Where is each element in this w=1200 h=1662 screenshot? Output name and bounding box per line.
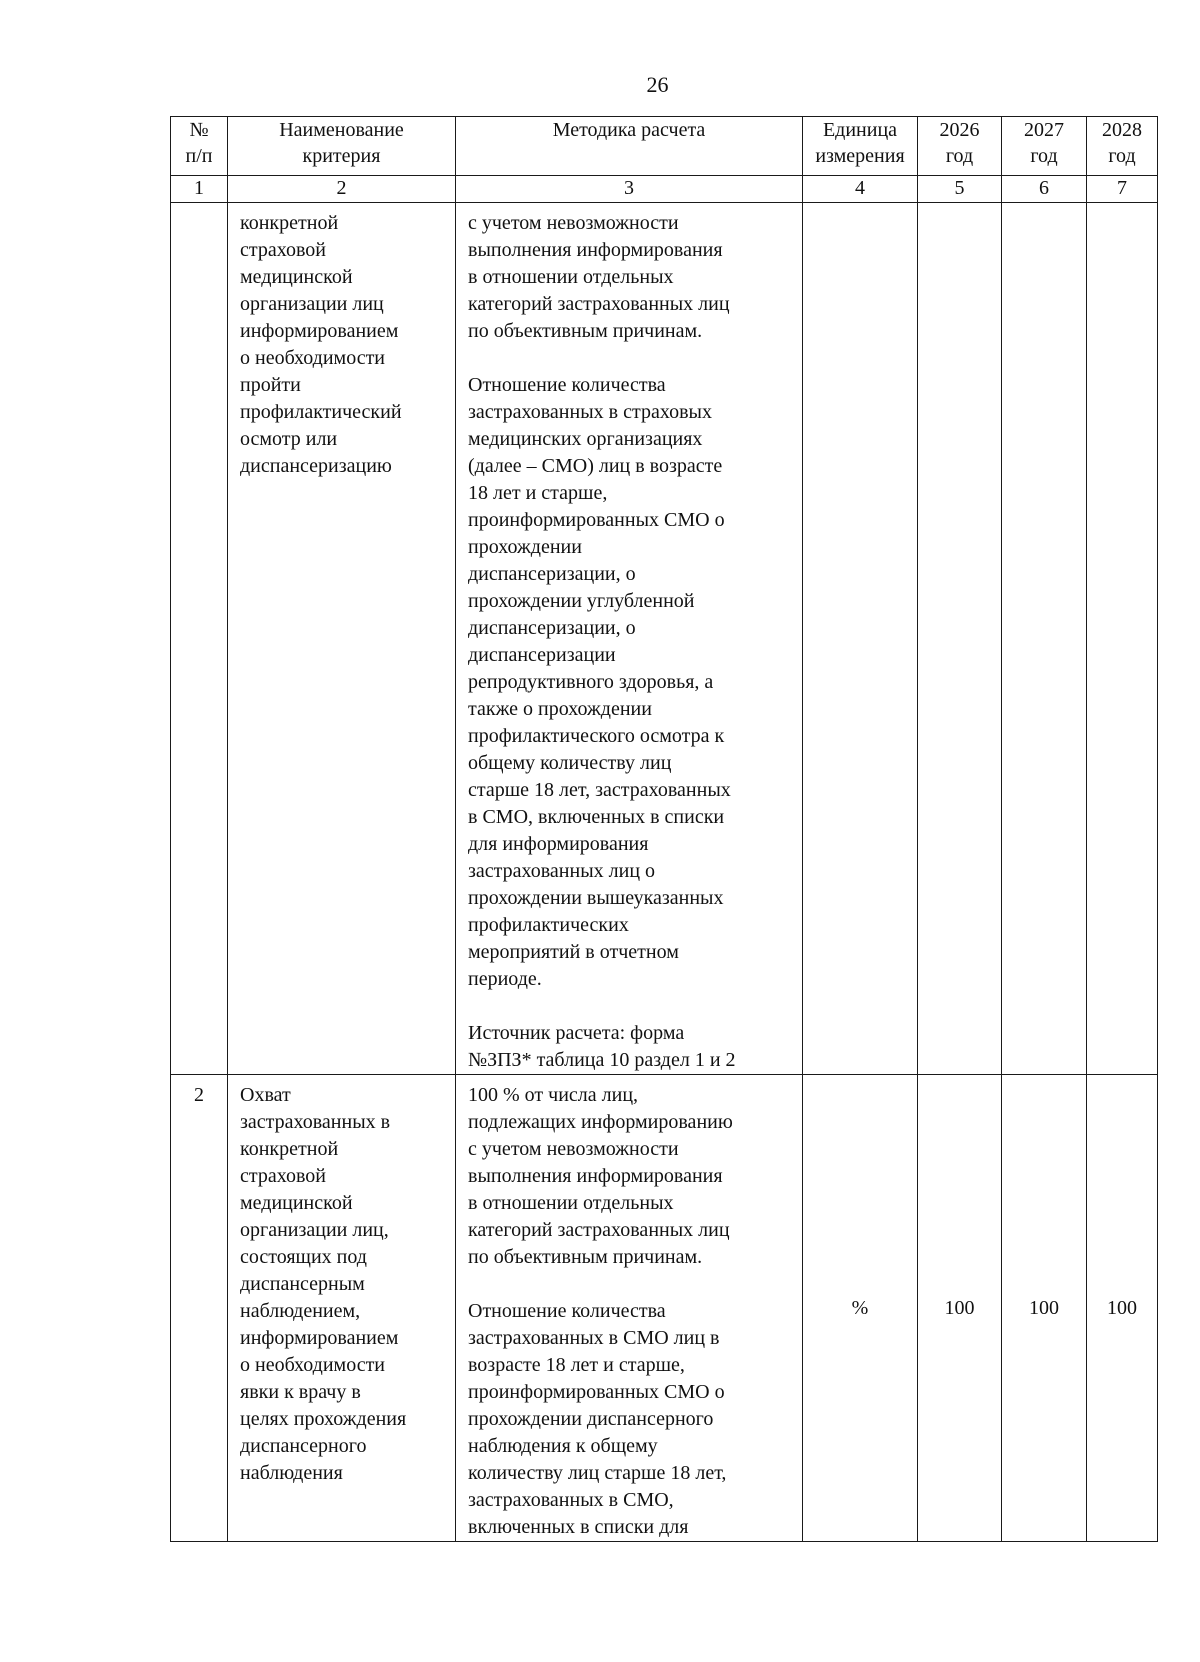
- value-2028: [1087, 203, 1158, 1075]
- method-paragraph: Отношение количества застрахованных в страховых медицинских организациях (далее – СМО) лиц в возрасте 18 лет и старше, проинформированных СМО о прохождении диспансеризации, о прохождении углубленной диспансеризации, о диспансеризации репродуктивного здоровья, а также о прохождении профилактического осмотра к общему количеству лиц старше 18 лет, застрахованных в СМО, включенных в списки для информирования застрахованных лиц о прохождении вышеуказанных профилактических мероприятий в отчетном периоде.: [468, 374, 731, 990]
- index-cell: 6: [1002, 176, 1087, 203]
- index-cell: 4: [803, 176, 918, 203]
- header-row: [171, 117, 1158, 176]
- index-cell: 5: [918, 176, 1002, 203]
- table-row: [171, 1075, 1158, 1542]
- row-number: [171, 203, 228, 1075]
- row-number: 2: [171, 1075, 228, 1542]
- criterion-name: Охват застрахованных в конкретной страховой медицинской организации лиц, состоящих под диспансерным наблюдением, информированием о необходимости явки к врачу в целях прохождения диспансерного наблюдения: [228, 1075, 456, 1542]
- index-cell: 1: [171, 176, 228, 203]
- value-2026: [918, 203, 1002, 1075]
- header-2027: 2027 год: [1002, 117, 1087, 176]
- table-row: [171, 203, 1158, 1075]
- unit-cell: [803, 203, 918, 1075]
- calculation-method: [456, 203, 803, 1075]
- unit-cell: %: [803, 1075, 918, 1542]
- calculation-method: [456, 1075, 803, 1542]
- method-source: Источник расчета: форма №ЗПЗ* таблица 10 раздел 1 и 2: [468, 1022, 736, 1071]
- header-method: Методика расчета: [456, 117, 803, 176]
- header-num: № п/п: [171, 117, 228, 176]
- index-cell: 3: [456, 176, 803, 203]
- criteria-table: [170, 116, 1158, 1542]
- header-2026: 2026 год: [918, 117, 1002, 176]
- header-unit: Единица измерения: [803, 117, 918, 176]
- index-cell: 7: [1087, 176, 1158, 203]
- method-paragraph: с учетом невозможности выполнения информирования в отношении отдельных категорий застрахованных лиц по объективным причинам.: [468, 212, 730, 342]
- value-2027: 100: [1002, 1075, 1087, 1542]
- method-paragraph: 100 % от числа лиц, подлежащих информированию с учетом невозможности выполнения информирования в отношении отдельных категорий застрахованных лиц по объективным причинам.: [468, 1084, 733, 1268]
- index-cell: 2: [228, 176, 456, 203]
- value-2027: [1002, 203, 1087, 1075]
- page-number: 26: [646, 72, 669, 97]
- value-2026: 100: [918, 1075, 1002, 1542]
- header-name: Наименование критерия: [228, 117, 456, 176]
- column-index-row: [171, 176, 1158, 203]
- value-2028: 100: [1087, 1075, 1158, 1542]
- criterion-name: конкретной страховой медицинской организации лиц информированием о необходимости пройти профилактический осмотр или диспансеризацию: [228, 203, 456, 1075]
- method-paragraph: Отношение количества застрахованных в СМО лиц в возрасте 18 лет и старше, проинформированных СМО о прохождении диспансерного наблюдения к общему количеству лиц старше 18 лет, застрахованных в СМО, включенных в списки для: [468, 1300, 727, 1538]
- header-2028: 2028 год: [1087, 117, 1158, 176]
